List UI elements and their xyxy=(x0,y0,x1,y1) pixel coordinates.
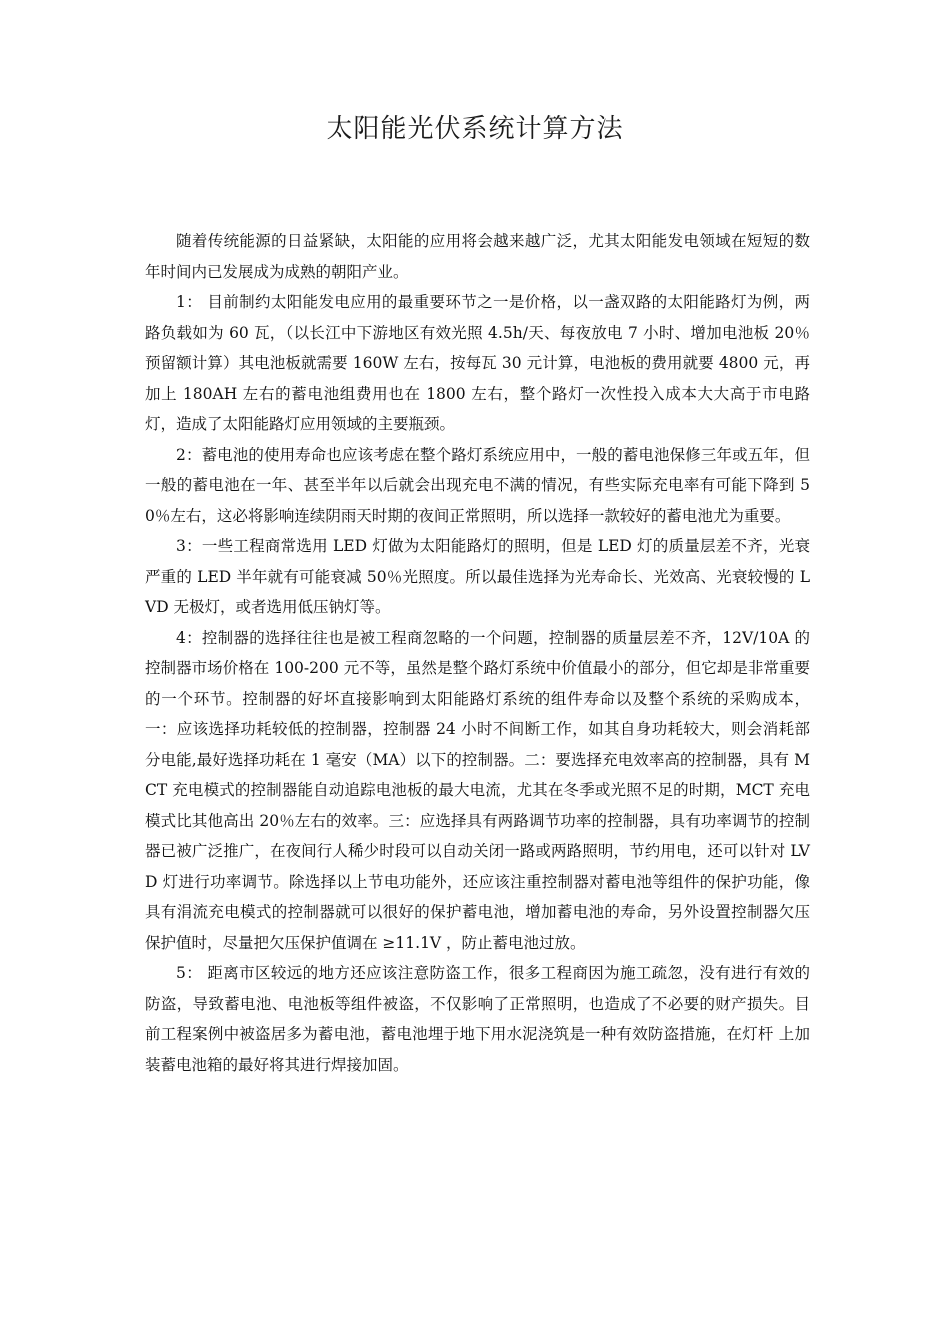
paragraph-4-controller: 4：控制器的选择往往也是被工程商忽略的一个问题，控制器的质量层差不齐，12V/10A 的控制器市场价格在 100-200 元不等，虽然是整个路灯系统中价值最小的部分，但它却是非常重要的一个环节。控制器的好坏直接影响到太阳能路灯系统的组件寿命以及整个系统的采购成本，一：应该选择功耗较低的控制器，控制器 24 小时不间断工作，如其自身功耗较大，则会消耗部分电能,最好选择功耗在 1 毫安（MA）以下的控制器。二：要选择充电效率高的控制器，具有 MCT 充电模式的控制器能自动追踪电池板的最大电流，尤其在冬季或光照不足的时期，MCT 充电模式比其他高出 20％左右的效率。三：应选择具有两路调节功率的控制器，具有功率调节的控制器已被广泛推广，在夜间行人稀少时段可以自动关闭一路或两路照明，节约用电，还可以针对 LVD 灯进行功率调节。除选择以上节电功能外，还应该注重控制器对蓄电池等组件的保护功能，像具有涓流充电模式的控制器就可以很好的保护蓄电池，增加蓄电池的寿命，另外设置控制器欠压保护值时，尽量把欠压保护值调在 ≥11.1V ，防止蓄电池过放。 xyxy=(145,628,810,952)
paragraph-2-battery: 2：蓄电池的使用寿命也应该考虑在整个路灯系统应用中，一般的蓄电池保修三年或五年，但一般的蓄电池在一年、甚至半年以后就会出现充电不满的情况，有些实际充电率有可能下降到 50％左右，这必将影响连续阴雨天时期的夜间正常照明，所以选择一款较好的蓄电池尤为重要。 xyxy=(145,445,810,525)
paragraph-5-antitheft: 5： 距离市区较远的地方还应该注意防盗工作，很多工程商因为施工疏忽，没有进行有效的防盗，导致蓄电池、电池板等组件被盗，不仅影响了正常照明，也造成了不必要的财产损失。目前工程案例中被盗居多为蓄电池，蓄电池埋于地下用水泥浇筑是一种有效防盗措施，在灯杆 上加装蓄电池箱的最好将其进行焊接加固。 xyxy=(145,964,810,1074)
paragraph-1-price: 1： 目前制约太阳能发电应用的最重要环节之一是价格，以一盏双路的太阳能路灯为例，两路负载如为 60 瓦，（以长江中下游地区有效光照 4.5h/天、每夜放电 7 小时、增加电池板 20％预留额计算）其电池板就需要 160W 左右，按每瓦 30 元计算，电池板的费用就要 4800 元，再加上 180AH 左右的蓄电池组费用也在 1800 左右，整个路灯一次性投入成本大大高于市电路灯，造成了太阳能路灯应用领域的主要瓶颈。 xyxy=(145,293,810,433)
document-body xyxy=(145,226,810,1080)
paragraph-3-lamp: 3：一些工程商常选用 LED 灯做为太阳能路灯的照明，但是 LED 灯的质量层差不齐，光衰严重的 LED 半年就有可能衰减 50％光照度。所以最佳选择为光寿命长、光效高、光衰较慢的 LVD 无极灯，或者选用低压钠灯等。 xyxy=(145,537,810,616)
document-title: 太阳能光伏系统计算方法 xyxy=(326,114,624,144)
intro-paragraph: 随着传统能源的日益紧缺，太阳能的应用将会越来越广泛，尤其太阳能发电领域在短短的数年时间内已发展成为成熟的朝阳产业。 xyxy=(145,232,810,281)
